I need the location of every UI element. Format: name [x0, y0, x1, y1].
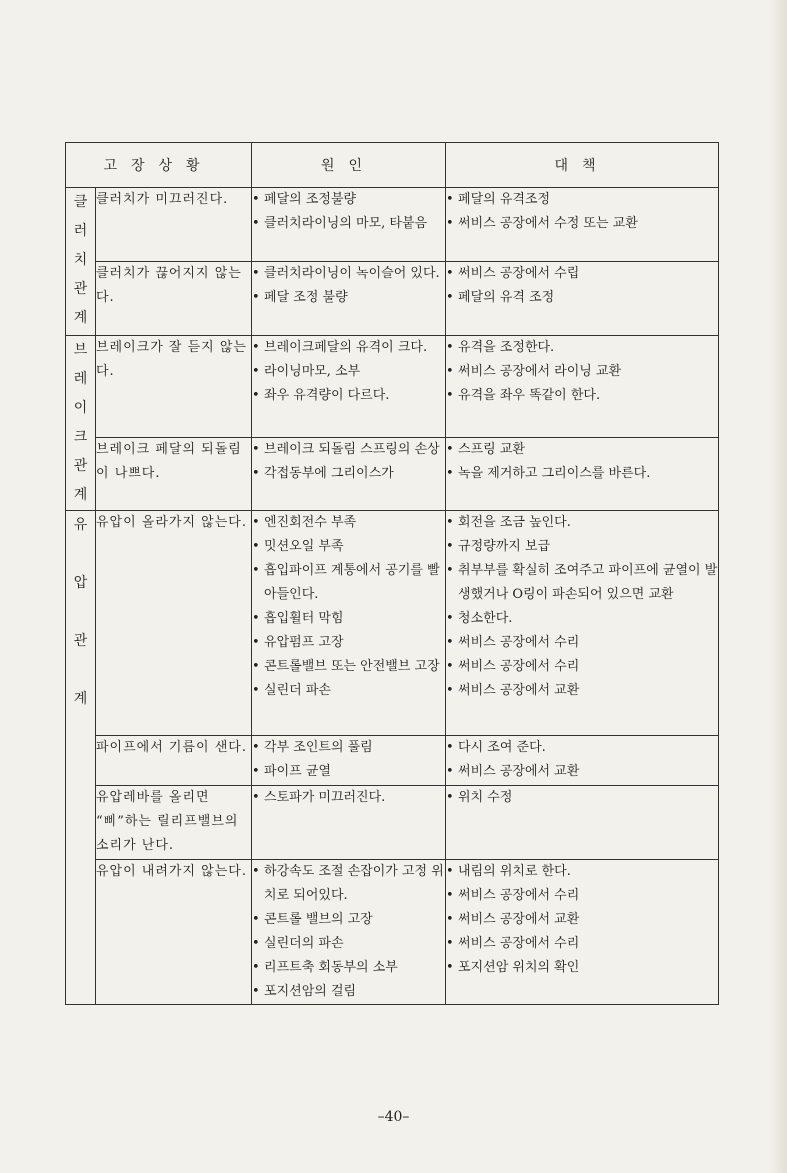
remedy-item: • 녹을 제거하고 그리이스를 바른다. [446, 462, 718, 486]
remedy-cell [446, 438, 719, 511]
category-char: 관 [73, 458, 88, 474]
remedy-item: • 취부부를 확실히 조여주고 파이프에 균열이 발생했거나 O링이 파손되어 있으면 교환 [446, 559, 718, 607]
cause-item: • 파이프 균열 [252, 760, 445, 784]
symptom-cell: 파이프에서 기름이 샌다. [96, 736, 252, 786]
remedy-item: • 회전을 조금 높인다. [446, 511, 718, 535]
table-body [66, 188, 719, 1005]
category-char: 이 [73, 400, 88, 416]
category-char: 유 [73, 517, 88, 533]
table-row [66, 438, 719, 511]
remedy-item: • 유격을 조정한다. [446, 336, 718, 360]
table-row [66, 736, 719, 786]
category-char: 클 [73, 194, 88, 210]
cause-item: • 밋션오일 부족 [252, 535, 445, 559]
remedy-cell [446, 336, 719, 438]
cause-cell [252, 438, 446, 511]
page-edge [769, 0, 787, 1173]
category-char: 크 [73, 429, 88, 445]
category-char: 압 [73, 575, 88, 591]
cause-cell [252, 262, 446, 336]
cause-item: • 리프트축 회동부의 소부 [252, 956, 445, 980]
cause-item: • 흡입휠터 막힘 [252, 607, 445, 631]
remedy-item: • 써비스 공장에서 수리 [446, 884, 718, 908]
category-char [66, 540, 95, 569]
cause-item: • 클러치라이닝이 녹이슬어 있다. [252, 262, 445, 286]
remedy-item: • 포지션암 위치의 확인 [446, 956, 718, 980]
cause-item: • 콘트롤 밸브의 고장 [252, 908, 445, 932]
remedy-item: • 페달의 유격조정 [446, 188, 718, 212]
category-char: 관 [73, 281, 88, 297]
remedy-item: • 청소한다. [446, 607, 718, 631]
cause-item: • 브레이크 되돌림 스프링의 손상 [252, 438, 445, 462]
cause-item: • 유압펌프 고장 [252, 631, 445, 655]
table-header-row [66, 143, 719, 188]
cause-cell [252, 511, 446, 736]
table-row [66, 511, 719, 736]
cause-item: • 콘트롤밸브 또는 안전밸브 고장 [252, 655, 445, 679]
cause-item: • 포지션암의 걸림 [252, 980, 445, 1004]
cause-item: • 라이닝마모, 소부 [252, 360, 445, 384]
page-number: –40– [377, 1109, 410, 1125]
cause-item: • 페달의 조정불량 [252, 188, 445, 212]
cause-item: • 페달 조정 불량 [252, 286, 445, 310]
header-cause: 원인 [252, 143, 446, 188]
category-char: 치 [73, 252, 88, 268]
symptom-cell: 유압이 내려가지 않는다. [96, 860, 252, 1005]
category-char: 계 [73, 691, 88, 707]
header-remedy: 대책 [446, 143, 719, 188]
remedy-item: • 유격을 좌우 똑같이 한다. [446, 384, 718, 408]
category-cell [66, 511, 96, 1005]
remedy-item: • 위치 수정 [446, 786, 718, 810]
remedy-cell [446, 262, 719, 336]
remedy-item: • 써비스 공장에서 수정 또는 교환 [446, 212, 718, 236]
remedy-cell [446, 511, 719, 736]
symptom-cell: 유압레바를 올리면 “삐”하는 릴리프밸브의 소리가 난다. [96, 786, 252, 860]
remedy-cell [446, 736, 719, 786]
remedy-item: • 규정량까지 보급 [446, 535, 718, 559]
category-char: 러 [73, 223, 88, 239]
cause-item: • 각부 조인트의 풀림 [252, 736, 445, 760]
cause-cell [252, 336, 446, 438]
remedy-item: • 스프링 교환 [446, 438, 718, 462]
symptom-cell: 클러치가 미끄러진다. [96, 188, 252, 262]
remedy-item: • 써비스 공장에서 수리 [446, 932, 718, 956]
cause-item: • 클러치라이닝의 마모, 타붙음 [252, 212, 445, 236]
cause-item: • 브레이크페달의 유격이 크다. [252, 336, 445, 360]
remedy-item: • 내림의 위치로 한다. [446, 860, 718, 884]
remedy-item: • 써비스 공장에서 교환 [446, 760, 718, 784]
category-char: 브 [73, 342, 88, 358]
table-row [66, 336, 719, 438]
category-char: 계 [73, 487, 88, 503]
category-char [66, 598, 95, 627]
remedy-item: • 써비스 공장에서 교환 [446, 679, 718, 703]
remedy-item: • 써비스 공장에서 수립 [446, 262, 718, 286]
table-row [66, 262, 719, 336]
cause-item: • 실린더의 파손 [252, 932, 445, 956]
cause-item: • 엔진회전수 부족 [252, 511, 445, 535]
cause-cell [252, 188, 446, 262]
cause-item: • 흡입파이프 계통에서 공기를 빨아들인다. [252, 559, 445, 607]
cause-item: • 하강속도 조절 손잡이가 고정 위치로 되어있다. [252, 860, 445, 908]
cause-item: • 각접동부에 그리이스가 [252, 462, 445, 486]
remedy-item: • 써비스 공장에서 수리 [446, 655, 718, 679]
remedy-item: • 써비스 공장에서 교환 [446, 908, 718, 932]
remedy-item: • 다시 조여 준다. [446, 736, 718, 760]
remedy-item: • 써비스 공장에서 수리 [446, 631, 718, 655]
table-row [66, 786, 719, 860]
header-symptom: 고장상황 [66, 143, 252, 188]
remedy-item: • 페달의 유격 조정 [446, 286, 718, 310]
troubleshooting-table [65, 142, 719, 1005]
table-row [66, 860, 719, 1005]
cause-cell [252, 736, 446, 786]
symptom-cell: 클러치가 끊어지지 않는다. [96, 262, 252, 336]
category-char [66, 656, 95, 685]
remedy-cell [446, 188, 719, 262]
symptom-cell: 유압이 올라가지 않는다. [96, 511, 252, 736]
symptom-cell: 브레이크가 잘 듣지 않는다. [96, 336, 252, 438]
cause-item: • 실린더 파손 [252, 679, 445, 703]
cause-cell [252, 786, 446, 860]
category-cell [66, 336, 96, 511]
category-char: 계 [73, 310, 88, 326]
cause-item: • 스토파가 미끄러진다. [252, 786, 445, 810]
category-cell [66, 188, 96, 336]
table-row [66, 188, 719, 262]
remedy-cell [446, 786, 719, 860]
symptom-cell: 브레이크 페달의 되돌림이 나쁘다. [96, 438, 252, 511]
remedy-item: • 써비스 공장에서 라이닝 교환 [446, 360, 718, 384]
cause-cell [252, 860, 446, 1005]
category-char: 레 [73, 371, 88, 387]
cause-item: • 좌우 유격량이 다르다. [252, 384, 445, 408]
category-char: 관 [73, 633, 88, 649]
remedy-cell [446, 860, 719, 1005]
